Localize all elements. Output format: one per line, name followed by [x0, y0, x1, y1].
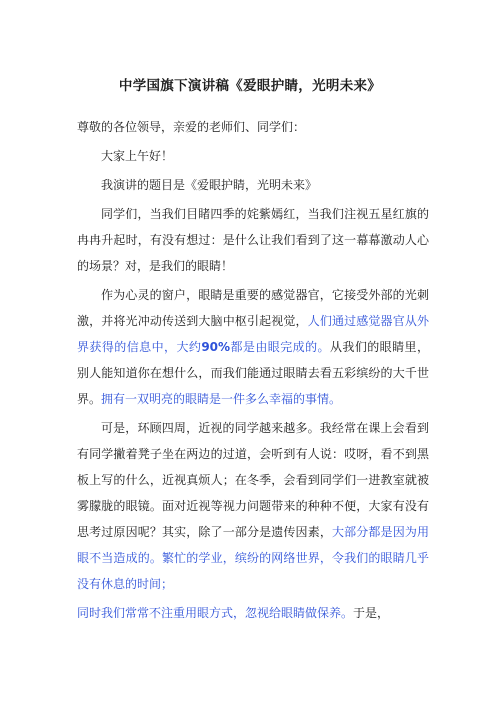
document-title: 中学国旗下演讲稿《爱眼护睛，光明未来》 — [118, 78, 382, 94]
paragraph-3-highlight-b: 大部分都是因为用眼不当造成的。繁忙的学业，缤纷的网络世界，令我们的眼睛几乎没有休息的时间； — [77, 525, 429, 591]
paragraph-3 — [77, 415, 429, 597]
paragraph-2-highlight-b: 人们通过感觉器官从外界获得的信息中，大约 — [77, 314, 429, 354]
document-body — [77, 114, 429, 629]
paragraph-2-highlight-c: 都是由眼完成的。 — [230, 340, 330, 354]
paragraph-4-text-b: 于是， — [353, 606, 390, 620]
paragraph-3-text-a: 可是，环顾四周，近视的同学越来越多。我经常在课上会看到有同学撇着凳子坐在两边的过道，会听到有人说：哎呀，看不到黑板上写的什么，近视真烦人；在冬季，会看到同学们一进教室就被雾朦胧的眼镜。面对近视等视力问题带来的种种不便，大家有没有思考过原因呢？其实，除了一部分是遗传因素， — [77, 421, 429, 539]
greeting-line: 尊敬的各位领导，亲爱的老师们、同学们： — [77, 120, 306, 134]
paragraph-4 — [77, 600, 429, 626]
paragraph-2-highlight-e: 拥有一双明亮的眼睛是一件多么幸福的事情。 — [101, 392, 342, 406]
paragraph-4-highlight-a: 同时我们常常不注重用眼方式，忽视给眼睛做保养。 — [77, 606, 354, 620]
paragraph-2-text-a: 作为心灵的窗户，眼睛是重要的感觉器官，它接受外部的光刺激，并将光冲动传送到大脑中枢引起视觉， — [77, 288, 429, 328]
topic-line: 我演讲的题目是《爱眼护睛，光明未来》 — [101, 178, 318, 192]
paragraph-1: 同学们，当我们目睹四季的姹紫嫣红，当我们注视五星红旗的冉冉升起时，有没有想过：是什么让我们看到了这一幕幕激动人心的场景？对，是我们的眼睛！ — [77, 207, 429, 273]
paragraph-2-percent: 90% — [201, 340, 231, 354]
paragraph-2 — [77, 282, 429, 412]
hello-line: 大家上午好！ — [101, 149, 174, 163]
paragraph-2-text-d: 从我们的眼睛里，别人能知道你在想什么，而我们能通过眼睛去看五彩缤纷的大千世界。 — [77, 340, 429, 406]
